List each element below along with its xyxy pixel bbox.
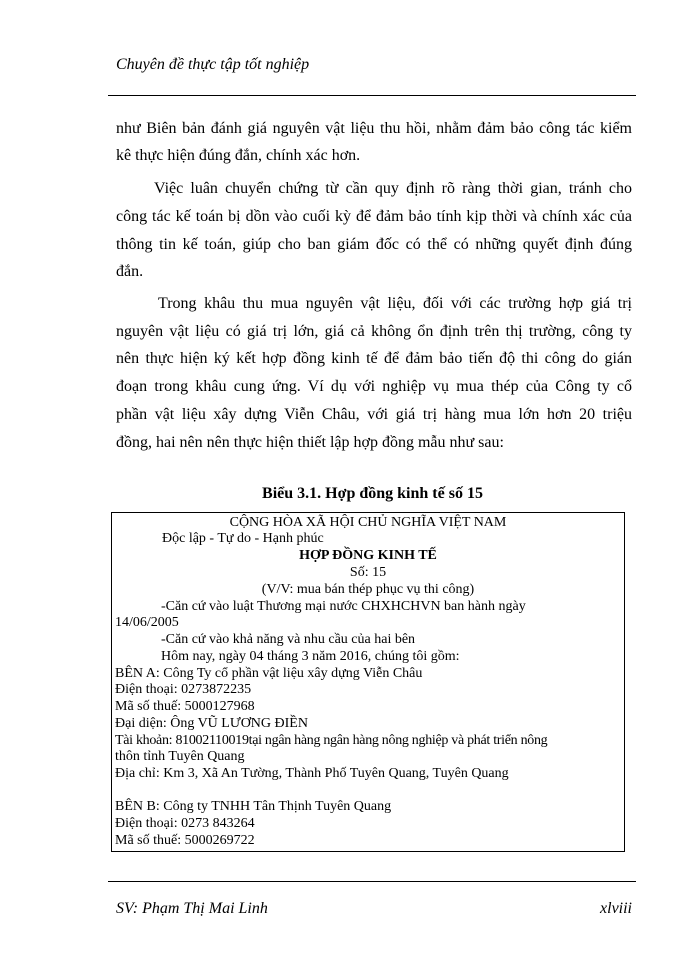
contract-line: BÊN A: Công Ty cổ phần vật liệu xây dựng Viễn Châu [115,666,423,681]
contract-line: Điện thoại: 0273 843264 [115,816,255,831]
body-line: nên thực hiện ký kết hợp đồng kinh tế để đảm bảo tiến độ thi công do gián [116,350,632,367]
contract-line: 14/06/2005 [115,615,179,630]
contract-line: -Căn cứ vào luật Thương mại nước CHXHCHVN ban hành ngày [161,599,526,614]
contract-line: Điện thoại: 0273872235 [115,682,252,697]
contract-line: Độc lập - Tự do - Hạnh phúc [162,531,324,546]
figure-caption: Biểu 3.1. Hợp đồng kinh tế số 15 [262,485,483,502]
body-line: đoạn trong khâu cung ứng. Ví dụ với nghiệp vụ mua thép của Công ty cổ [116,378,632,395]
body-line: công tác kế toán bị dồn vào cuối kỳ để đảm bảo tính kịp thời và chính xác của [116,208,632,225]
body-line: phần vật liệu xây dựng Viễn Châu, với giá trị hàng mua lớn hơn 20 triệu [116,406,632,423]
body-line: kê thực hiện đúng đắn, chính xác hơn. [116,147,361,164]
contract-line: Hôm nay, ngày 04 tháng 3 năm 2016, chúng tôi gồm: [161,649,460,664]
body-line: đồng, hai nên nên thực hiện thiết lập hợp đồng mẫu như sau: [116,434,504,451]
body-line: nguyên vật liệu có giá trị lớn, giá cả không ổn định trên thị trường, công ty [116,323,632,340]
contract-title: HỢP ĐỒNG KINH TẾ [299,548,437,563]
contract-line: Mã số thuế: 5000127968 [115,699,255,714]
body-line: như Biên bản đánh giá nguyên vật liệu thu hồi, nhằm đảm bảo công tác kiểm [116,120,632,137]
contract-line: Tài khoản: 81002110019tại ngân hàng ngân hàng nông nghiệp và phát triển nông [115,733,548,748]
contract-line: BÊN B: Công ty TNHH Tân Thịnh Tuyên Quang [115,799,392,814]
contract-line: thôn tỉnh Tuyên Quang [115,749,245,764]
running-header: Chuyên đề thực tập tốt nghiệp [116,56,310,73]
contract-box [111,512,625,852]
footer-rule [108,881,636,882]
contract-line: -Căn cứ vào khả năng và nhu cầu của hai bên [161,632,416,647]
page-number: xlviii [600,900,632,917]
contract-line: Mã số thuế: 5000269722 [115,833,255,848]
contract-line: Số: 15 [349,565,387,580]
header-rule [108,95,636,96]
body-line: Việc luân chuyển chứng từ cần quy định rõ ràng thời gian, tránh cho [154,180,632,197]
contract-line: Địa chỉ: Km 3, Xã An Tường, Thành Phố Tuyên Quang, Tuyên Quang [115,766,509,781]
body-line: thông tin kế toán, giúp cho ban giám đốc có thể có những quyết định đúng [116,236,632,253]
contract-line: (V/V: mua bán thép phục vụ thi công) [261,582,475,597]
contract-line: CỘNG HÒA XÃ HỘI CHỦ NGHĨA VIỆT NAM [229,515,507,530]
body-line: đắn. [116,263,144,280]
student-name: SV: Phạm Thị Mai Linh [116,900,268,917]
contract-line: Đại diện: Ông VŨ LƯƠNG ĐIỀN [115,716,308,731]
body-line: Trong khâu thu mua nguyên vật liệu, đối với các trường hợp giá trị [158,295,632,312]
